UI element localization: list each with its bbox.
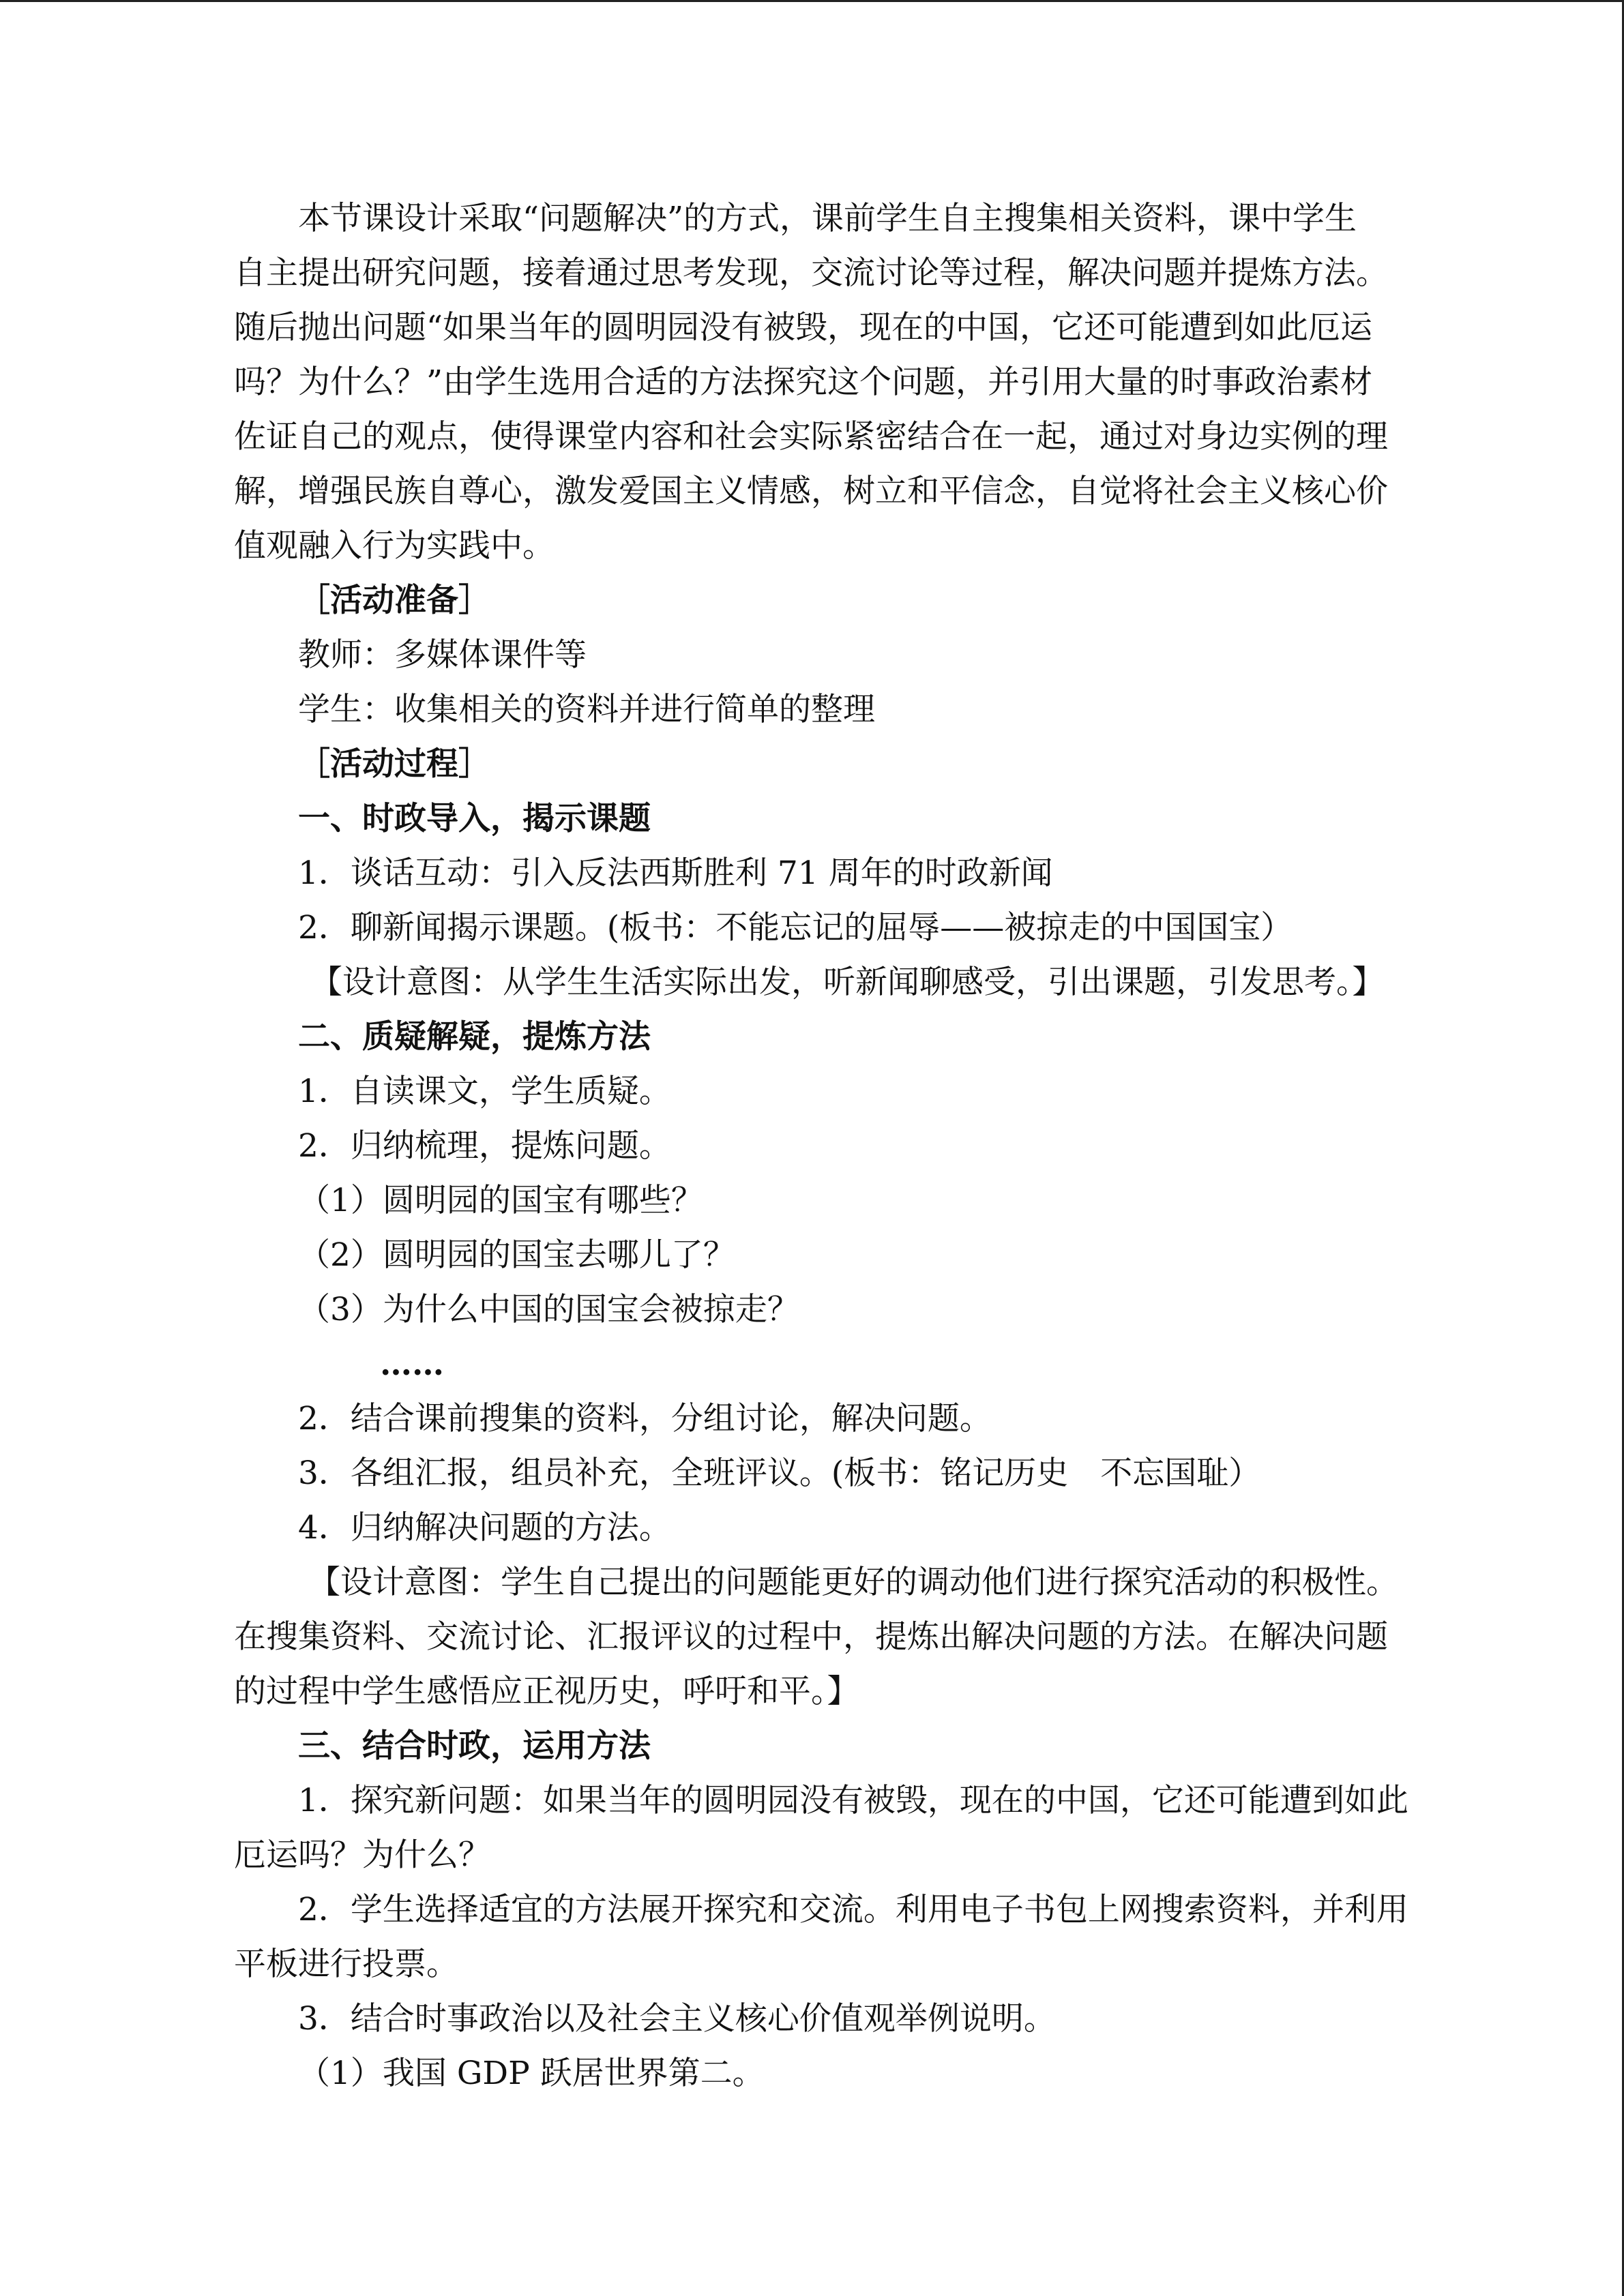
section2-subitem-2: （2）圆明园的国宝去哪儿了？: [298, 1236, 735, 1274]
prep-heading: ［活动准备］: [298, 582, 490, 619]
section2-item-1: 1．自读课文，学生质疑。: [298, 1073, 671, 1110]
prep-student: 学生：收集相关的资料并进行简单的整理: [298, 691, 875, 728]
section1-item-2: 2．聊新闻揭示课题。(板书：不能忘记的屈辱——被掠走的中国国宝）: [298, 909, 1293, 946]
section1-heading: 一、时政导入，揭示课题: [298, 800, 651, 837]
section2-subitem-3: （3）为什么中国的国宝会被掠走？: [298, 1291, 799, 1328]
intro-line-7: 值观融入行为实践中。: [234, 527, 555, 565]
prep-teacher: 教师：多媒体课件等: [298, 636, 587, 674]
intro-line-4: 吗？为什么？”由学生选用合适的方法探究这个问题，并引用大量的时事政治素材: [234, 363, 1373, 401]
section3-item3: 3．结合时事政治以及社会主义核心价值观举例说明。: [298, 2000, 1056, 2038]
page-top-border: [0, 0, 1624, 2]
section2-heading: 二、质疑解疑，提炼方法: [298, 1018, 651, 1056]
intro-line-5: 佐证自己的观点，使得课堂内容和社会实际紧密结合在一起，通过对身边实例的理: [234, 418, 1388, 456]
section2-intent-line-2: 在搜集资料、交流讨论、汇报评议的过程中，提炼出解决问题的方法。在解决问题: [234, 1618, 1388, 1656]
section3-subitem1: （1）我国 GDP 跃居世界第二。: [298, 2055, 765, 2092]
section1-item-1: 1．谈话互动：引入反法西斯胜利 71 周年的时政新闻: [298, 854, 1053, 892]
section2-ellipsis: ……: [380, 1345, 444, 1383]
section2-item-4: 3．各组汇报，组员补充，全班评议。(板书：铭记历史 不忘国耻）: [298, 1455, 1261, 1492]
section2-item-3: 2．结合课前搜集的资料，分组讨论，解决问题。: [298, 1400, 992, 1437]
process-heading: ［活动过程］: [298, 745, 490, 783]
section3-item1-line-1: 1．探究新问题：如果当年的圆明园没有被毁，现在的中国，它还可能遭到如此: [298, 1782, 1408, 1819]
section2-item-5: 4．归纳解决问题的方法。: [298, 1509, 671, 1547]
intro-line-6: 解，增强民族自尊心，激发爱国主义情感，树立和平信念，自觉将社会主义核心价: [234, 473, 1388, 510]
intro-line-2: 自主提出研究问题，接着通过思考发现，交流讨论等过程，解决问题并提炼方法。: [234, 254, 1388, 292]
section3-item2-line-1: 2．学生选择适宜的方法展开探究和交流。利用电子书包上网搜索资料，并利用: [298, 1891, 1408, 1928]
section2-intent-line-1: 【设计意图：学生自己提出的问题能更好的调动他们进行探究活动的积极性。: [308, 1564, 1398, 1601]
section2-subitem-1: （1）圆明园的国宝有哪些？: [298, 1182, 703, 1219]
section2-intent-line-3: 的过程中学生感悟应正视历史，呼吁和平。】: [234, 1673, 859, 1710]
intro-line-3: 随后抛出问题“如果当年的圆明园没有被毁，现在的中国，它还可能遭到如此厄运: [234, 309, 1373, 346]
intro-line-1: 本节课设计采取“问题解决”的方式，课前学生自主搜集相关资料，课中学生: [298, 200, 1357, 237]
section3-item2-line-2: 平板进行投票。: [234, 1945, 458, 1983]
section3-item1-line-2: 厄运吗？为什么？: [234, 1836, 490, 1874]
section1-design-intent: 【设计意图：从学生生活实际出发，听新闻聊感受，引出课题，引发思考。】: [310, 964, 1385, 1001]
section2-item-2: 2．归纳梳理，提炼问题。: [298, 1127, 671, 1165]
section3-heading: 三、结合时政，运用方法: [298, 1727, 651, 1765]
